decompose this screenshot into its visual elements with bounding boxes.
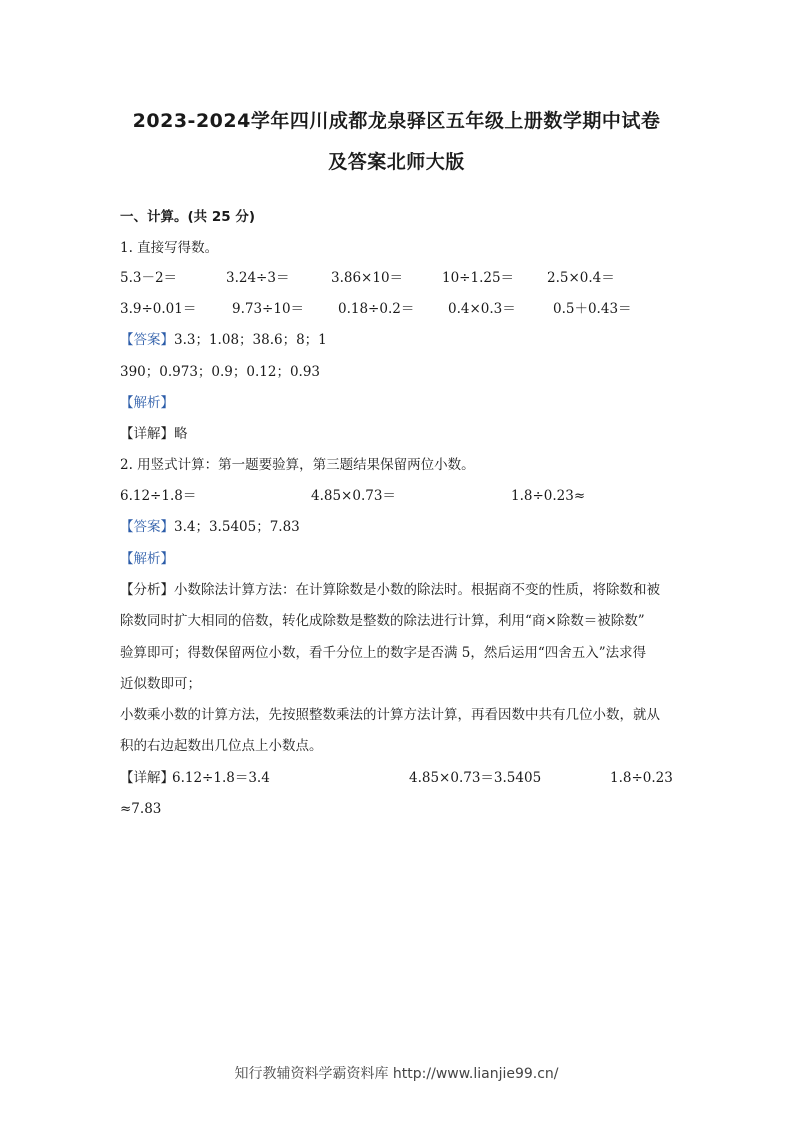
answer-tag: 【答案】 (120, 519, 174, 535)
detail-item: 6.12÷1.8＝3.4 (172, 770, 270, 786)
q2-item: 4.85×0.73＝ (311, 488, 396, 504)
q2-fenxi-line2: 除数同时扩大相同的倍数，转化成除数是整数的除法进行计算，利用“商×除数＝被除数” (120, 613, 645, 629)
q1-item: 10÷1.25＝ (442, 270, 515, 286)
q2-detail-line2: ≈7.83 (120, 801, 162, 817)
section-heading: 一、计算。(共 25 分) (120, 209, 256, 225)
q1-item: 3.24÷3＝ (226, 270, 290, 286)
fenxi-text: 小数除法计算方法：在计算除数是小数的除法时。根据商不变的性质，将除数和被 (174, 582, 660, 598)
q1-item: 9.73÷10＝ (232, 301, 305, 317)
detail-text: 略 (174, 426, 188, 442)
q2-fenxi-line6: 积的右边起数出几位点上小数点。 (120, 738, 323, 754)
q1-item: 3.86×10＝ (331, 270, 404, 286)
q2-fenxi-line3: 验算即可；得数保留两位小数，看千分位上的数字是否满 5，然后运用“四舍五入”法求得 (120, 645, 647, 661)
detail-item: 1.8÷0.23 (610, 770, 673, 786)
footer-source: 知行教辅资料学霸资料库 http://www.lianjie99.cn/ (234, 1066, 559, 1082)
q2-fenxi-line5: 小数乘小数的计算方法，先按照整数乘法的计算方法计算，再看因数中共有几位小数，就从 (120, 707, 660, 723)
doc-title-line2: 及答案北师大版 (328, 151, 465, 173)
q1-item: 0.18÷0.2＝ (338, 301, 415, 317)
answer-tag: 【答案】 (120, 332, 174, 348)
q2-item: 1.8÷0.23≈ (511, 488, 586, 504)
fenxi-tag: 【分析】 (120, 582, 174, 598)
q1-item: 5.3－2＝ (120, 270, 178, 286)
q2-analysis-tag: 【解析】 (120, 551, 174, 567)
q1-item: 0.4×0.3＝ (448, 301, 516, 317)
q2-fenxi-line4: 近似数即可； (120, 676, 201, 692)
answer-text: 3.3；1.08；38.6；8；1 (174, 332, 327, 348)
q2-fenxi-line1 (120, 580, 660, 600)
q1-item: 2.5×0.4＝ (547, 270, 615, 286)
q1-prompt: 1. 直接写得数。 (120, 240, 219, 256)
q1-analysis-tag: 【解析】 (120, 395, 174, 411)
q1-answer (120, 330, 327, 350)
q1-item: 0.5＋0.43＝ (553, 301, 632, 317)
answer-text: 3.4；3.5405；7.83 (174, 519, 300, 535)
q2-answer (120, 517, 300, 537)
q2-item: 6.12÷1.8＝ (120, 488, 197, 504)
q1-item: 3.9÷0.01＝ (120, 301, 197, 317)
detail-tag: 【详解】 (120, 770, 174, 786)
doc-title-line1: 2023-2024学年四川成都龙泉驿区五年级上册数学期中试卷 (132, 110, 661, 132)
q2-prompt: 2. 用竖式计算：第一题要验算，第三题结果保留两位小数。 (120, 457, 475, 473)
detail-tag: 【详解】 (120, 426, 174, 442)
q1-detail (120, 424, 188, 444)
detail-item: 4.85×0.73＝3.5405 (409, 770, 542, 786)
q1-answer-line2: 390；0.973；0.9；0.12；0.93 (120, 364, 321, 380)
